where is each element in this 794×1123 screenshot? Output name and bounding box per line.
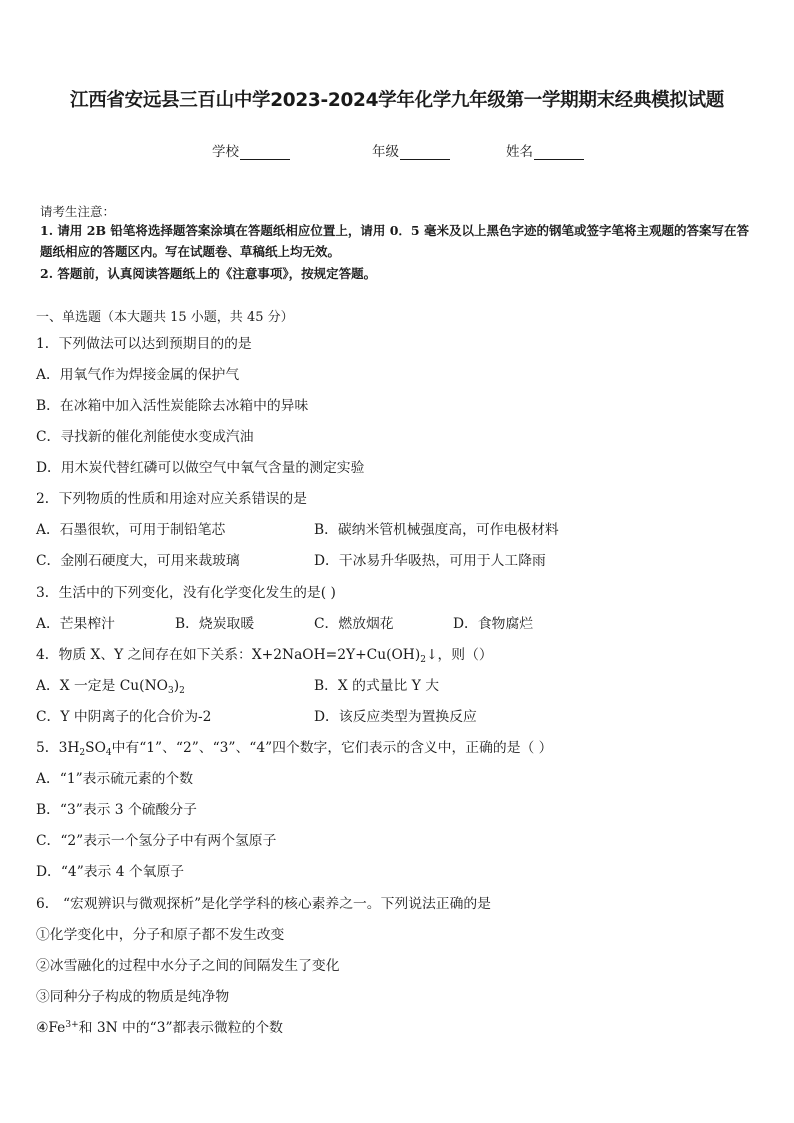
- name-field[interactable]: [506, 140, 584, 160]
- q2-option-c: C．金刚石硬度大，可用来裁玻璃: [36, 553, 240, 569]
- q6-stem: 6． “宏观辨识与微观探析”是化学学科的核心素养之一。下列说法正确的是: [36, 896, 491, 912]
- section-heading: 一、单选题（本大题共 15 小题，共 45 分）: [36, 310, 294, 325]
- q4-option-a-subscript: 3: [167, 686, 174, 696]
- school-label: 学校: [212, 144, 239, 160]
- q1-option-c: C．寻找新的催化剂能使水变成汽油: [36, 429, 254, 445]
- q5-stem-mid: SO: [85, 740, 106, 756]
- q6-item-4: [36, 1016, 283, 1036]
- q5-option-d: D．“4”表示 4 个氧原子: [36, 864, 185, 880]
- q4-stem-text: 4．物质 X、Y 之间存在如下关系：X+2NaOH=2Y+Cu(OH): [36, 647, 421, 663]
- grade-field[interactable]: [372, 140, 450, 160]
- name-blank[interactable]: [534, 145, 584, 160]
- q1-option-d: D．用木炭代替红磷可以做空气中氧气含量的测定实验: [36, 460, 365, 476]
- q5-stem-subscript-1: 2: [79, 748, 86, 758]
- name-label: 姓名: [506, 144, 533, 160]
- q5-option-a: A．“1”表示硫元素的个数: [36, 771, 194, 787]
- q6-item-1: ①化学变化中，分子和原子都不发生改变: [36, 927, 285, 943]
- q1-option-b: B．在冰箱中加入活性炭能除去冰箱中的异味: [36, 398, 309, 414]
- q5-option-c: C．“2”表示一个氢分子中有两个氢原子: [36, 833, 277, 849]
- q4-stem-tail: ↓，则（）: [425, 647, 493, 663]
- q5-stem-text: 5．3H: [36, 740, 80, 756]
- notice-item-1: 1. 请用 2B 铅笔将选择题答案涂填在答题纸相应位置上，请用 0．5 毫米及以上黑色字迹的钢笔或签字笔将主观题的答案写在答题纸相应的答题区内。写在试题卷、草稿纸上均无效。: [40, 223, 749, 259]
- q6-item-4-superscript: 3+: [65, 1020, 79, 1030]
- q6-item-3: ③同种分子构成的物质是纯净物: [36, 989, 230, 1005]
- q3-option-b: B．烧炭取暖: [175, 616, 255, 632]
- q5-stem-tail: 中有“1”、“2”、“3”、“4”四个数字，它们表示的含义中，正确的是（ ）: [111, 740, 553, 756]
- q1-option-a: A．用氧气作为焊接金属的保护气: [36, 367, 240, 383]
- q4-option-a-subscript-2: 2: [179, 686, 185, 696]
- q3-stem: 3．生活中的下列变化，没有化学变化发生的是( ): [36, 585, 336, 601]
- q6-item-4-tail: 和 3N 中的“3”都表示微粒的个数: [78, 1020, 283, 1036]
- school-field[interactable]: [212, 140, 290, 160]
- grade-blank[interactable]: [400, 145, 450, 160]
- q4-option-d: D．该反应类型为置换反应: [314, 709, 477, 725]
- q2-option-d: D．干冰易升华吸热，可用于人工降雨: [314, 553, 546, 569]
- q4-stem-subscript: 2: [420, 655, 426, 665]
- q3-option-c: C．燃放烟花: [314, 616, 394, 632]
- q2-stem: 2．下列物质的性质和用途对应关系错误的是: [36, 491, 307, 507]
- q5-stem: [36, 736, 552, 758]
- notice-item-2: 2. 答题前，认真阅读答题纸上的《注意事项》，按规定答题。: [40, 266, 377, 281]
- q6-item-2: ②冰雪融化的过程中水分子之间的间隔发生了变化: [36, 958, 340, 974]
- grade-label: 年级: [372, 144, 399, 160]
- q4-option-a-paren: ): [173, 678, 180, 694]
- school-blank[interactable]: [240, 145, 290, 160]
- q1-stem: 1．下列做法可以达到预期目的的是: [36, 336, 252, 352]
- q2-option-a: A．石墨很软，可用于制铅笔芯: [36, 522, 226, 538]
- q4-option-c: C．Y 中阴离子的化合价为-2: [36, 709, 212, 725]
- q3-option-a: A．芒果榨汁: [36, 616, 115, 632]
- q5-option-b: B．“3”表示 3 个硫酸分子: [36, 802, 197, 818]
- q4-option-a: [36, 674, 185, 696]
- q4-option-b: B．X 的式量比 Y 大: [314, 678, 440, 694]
- q6-item-4-text: ④Fe: [36, 1020, 66, 1036]
- page-title: 江西省安远县三百山中学2023-2024学年化学九年级第一学期期末经典模拟试题: [70, 90, 724, 111]
- q2-option-b: B．碳纳米管机械强度高，可作电极材料: [314, 522, 559, 538]
- q4-option-a-text: A．X 一定是 Cu(NO: [36, 678, 168, 694]
- q5-stem-subscript-2: 4: [105, 748, 112, 758]
- q3-option-d: D．食物腐烂: [453, 616, 534, 632]
- q4-stem: [36, 643, 493, 665]
- notice-heading: 请考生注意：: [40, 204, 116, 219]
